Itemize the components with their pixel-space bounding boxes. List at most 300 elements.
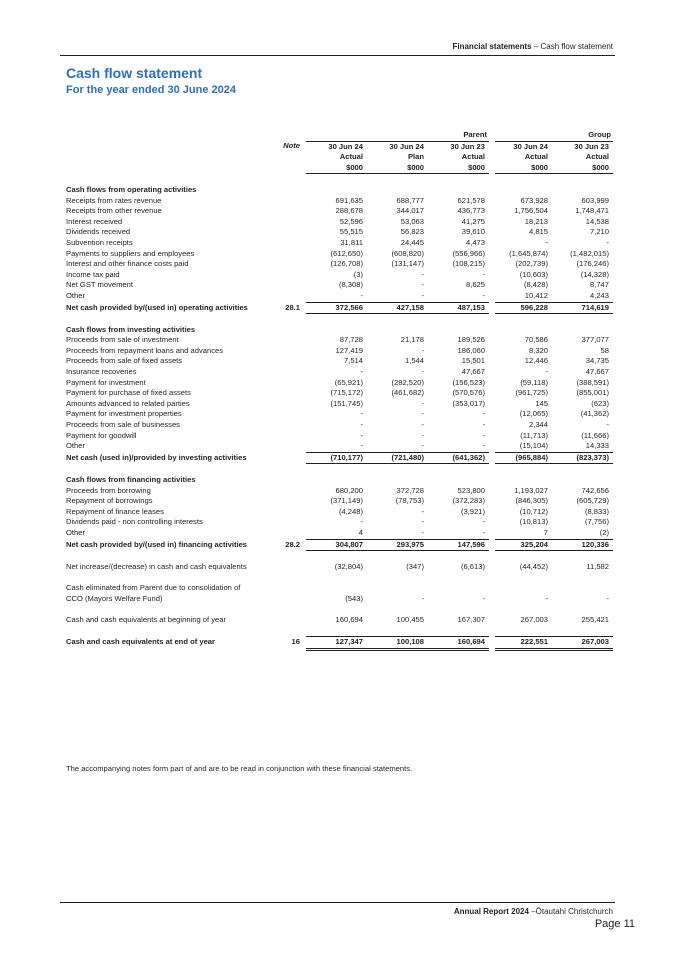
table-row <box>66 431 613 442</box>
value-cell: - <box>421 517 424 527</box>
value-cell: - <box>306 291 367 302</box>
value-cell: (126,708) <box>330 259 363 269</box>
table-row <box>66 388 613 399</box>
page-number: Page 11 <box>594 918 635 930</box>
table-row <box>66 206 613 217</box>
row-label: Payment for investment properties <box>66 409 182 419</box>
note-cell <box>282 259 306 270</box>
note-cell <box>282 431 306 442</box>
note-cell <box>282 367 306 378</box>
blank-cell <box>66 152 282 163</box>
row-label: Insurance recoveries <box>66 367 137 377</box>
value-cell: 160,694 <box>428 636 489 649</box>
value-cell: 47,667 <box>585 367 609 377</box>
value-cell: Actual <box>339 152 363 162</box>
table-row <box>66 196 613 207</box>
value-cell: (15,104) <box>495 441 552 452</box>
value-cell: (11,713) <box>520 430 548 440</box>
value-cell: 41,275 <box>461 216 485 226</box>
value-cell: (1,482,015) <box>570 248 609 258</box>
value-cell: 372,566 <box>306 302 367 314</box>
parent-entity-label: Parent <box>306 130 489 141</box>
value-cell: 523,800 <box>457 485 485 495</box>
table-row <box>66 399 613 410</box>
value-cell: (3,921) <box>460 506 485 516</box>
value-cell: 621,578 <box>457 195 485 205</box>
row-label: Interest and other finance costs paid <box>66 259 189 269</box>
value-cell: - <box>360 367 363 377</box>
spacer-row <box>66 551 613 562</box>
value-cell: (2) <box>552 528 613 539</box>
value-cell: - <box>360 517 363 527</box>
spacer-row <box>66 464 613 475</box>
operating-title: Cash flows from operating activities <box>66 184 197 194</box>
row-label: Cash eliminated from Parent due to consolidation of <box>66 582 241 592</box>
row-label: Cash and cash equivalents at beginning of year <box>66 614 226 624</box>
value-cell: (65,921) <box>334 377 363 387</box>
value-cell: - <box>421 506 424 516</box>
value-cell: 145 <box>535 398 548 408</box>
note-cell: 28.1 <box>285 302 300 312</box>
value-cell: 267,003 <box>520 614 548 624</box>
value-cell: 436,773 <box>457 206 485 216</box>
table-row <box>66 528 613 539</box>
note-cell <box>282 420 306 431</box>
spacer-cell <box>66 625 613 636</box>
note-cell <box>282 594 306 605</box>
value-cell: (3) <box>353 269 363 279</box>
value-cell: - <box>367 291 428 302</box>
eliminated-row <box>66 594 613 605</box>
footer-report: Annual Report 2024 <box>453 907 532 916</box>
row-label: Receipts from rates revenue <box>66 195 162 205</box>
value-cell: (32,804) <box>334 561 363 571</box>
footer-city: –Ōtautahi Christchurch <box>531 907 613 916</box>
page-subtitle: For the year ended 30 June 2024 <box>66 84 236 96</box>
value-cell: (8,308) <box>338 280 363 290</box>
value-cell: 100,108 <box>367 636 428 649</box>
table-row <box>66 217 613 228</box>
spacer-cell <box>66 174 613 185</box>
value-cell: - <box>421 280 424 290</box>
value-cell: 24,445 <box>400 237 424 247</box>
table-row <box>66 507 613 518</box>
entity-header-row <box>66 130 613 141</box>
note-cell <box>282 249 306 260</box>
value-cell: - <box>545 593 548 603</box>
cash-flow-table <box>66 130 613 651</box>
value-cell: 14,333 <box>552 441 613 452</box>
note-cell <box>282 196 306 207</box>
spacer-cell <box>66 572 613 583</box>
value-cell: (1,645,874) <box>509 248 548 258</box>
value-cell: (371,149) <box>330 496 363 506</box>
value-cell: - <box>482 420 485 430</box>
table-row <box>66 291 613 302</box>
running-footer <box>454 907 613 916</box>
value-cell: (10,603) <box>519 269 548 279</box>
value-cell: 288,678 <box>335 206 363 216</box>
row-label: Proceeds from sale of fixed assets <box>66 356 183 366</box>
value-cell: 4,473 <box>465 237 485 247</box>
running-header <box>452 42 613 51</box>
header-rule <box>60 55 615 56</box>
row-label: Payments to suppliers and employees <box>66 248 195 258</box>
blank-cell <box>282 583 613 594</box>
value-cell: 11,582 <box>586 561 609 571</box>
note-cell <box>282 399 306 410</box>
note-cell <box>282 388 306 399</box>
value-cell: 53,063 <box>400 216 424 226</box>
value-cell: (347) <box>406 561 424 571</box>
table-row <box>66 249 613 260</box>
value-cell: 688,777 <box>396 195 424 205</box>
value-cell: 34,735 <box>585 356 609 366</box>
column-kind-row <box>66 152 613 163</box>
note-cell <box>282 615 306 626</box>
value-cell: 39,610 <box>461 227 485 237</box>
page-title: Cash flow statement <box>66 65 203 81</box>
investing-title: Cash flows from investing activities <box>66 324 196 334</box>
financing-total-row <box>66 539 613 551</box>
financing-total-label: Net cash provided by/(used in) financing activities <box>66 539 248 549</box>
value-cell: 56,823 <box>400 227 424 237</box>
value-cell: - <box>360 430 363 440</box>
investing-total-label: Net cash (used in)/provided by investing activities <box>66 452 247 462</box>
note-cell <box>282 528 306 539</box>
row-label: Receipts from other revenue <box>66 206 162 216</box>
row-label: Proceeds from sale of investment <box>66 335 179 345</box>
note-cell <box>282 227 306 238</box>
table-row <box>66 270 613 281</box>
value-cell: - <box>482 517 485 527</box>
value-cell: - <box>606 420 609 430</box>
note-cell <box>282 486 306 497</box>
note-cell <box>282 507 306 518</box>
header-section: Financial statements <box>452 42 532 51</box>
spacer-cell <box>66 551 613 562</box>
value-cell: (461,682) <box>391 388 424 398</box>
blank-cell <box>282 152 306 163</box>
value-cell: - <box>545 237 548 247</box>
value-cell: (78,753) <box>395 496 424 506</box>
value-cell: (11,666) <box>581 430 609 440</box>
investing-title-row <box>66 325 613 336</box>
header-subsection: – Cash flow statement <box>531 42 613 51</box>
spacer-cell <box>66 604 613 615</box>
note-cell <box>282 496 306 507</box>
value-cell: 7,210 <box>589 227 609 237</box>
value-cell: 8,747 <box>589 280 609 290</box>
value-cell: 4,815 <box>528 227 548 237</box>
spacer-row <box>66 572 613 583</box>
value-cell: - <box>367 528 428 539</box>
value-cell: - <box>421 398 424 408</box>
value-cell: - <box>482 430 485 440</box>
value-cell: (59,118) <box>520 377 548 387</box>
value-cell: (44,452) <box>519 561 548 571</box>
operating-title-row <box>66 185 613 196</box>
value-cell: (8,833) <box>584 506 609 516</box>
value-cell: 714,619 <box>552 302 613 314</box>
note-cell <box>282 356 306 367</box>
value-cell: (823,373) <box>552 452 613 464</box>
spacer-row <box>66 174 613 185</box>
row-label: Repayment of finance leases <box>66 506 164 516</box>
value-cell: 21,178 <box>400 335 424 345</box>
blank-cell <box>282 130 306 141</box>
value-cell: (570,576) <box>452 388 485 398</box>
value-cell: Plan <box>407 152 424 162</box>
value-cell: (41,362) <box>580 409 609 419</box>
blank-cell <box>282 163 306 174</box>
column-date-row <box>66 141 613 152</box>
note-cell <box>282 409 306 420</box>
value-cell: - <box>482 409 485 419</box>
value-cell: 304,807 <box>306 539 367 551</box>
value-cell: 127,419 <box>335 345 363 355</box>
value-cell: (282,520) <box>391 377 424 387</box>
blank-cell <box>66 141 282 152</box>
table-row <box>66 227 613 238</box>
value-cell: $000 <box>495 163 552 174</box>
value-cell: - <box>421 345 424 355</box>
value-cell: - <box>545 367 548 377</box>
investing-total-row <box>66 452 613 464</box>
row-label: Proceeds from sale of businesses <box>66 420 180 430</box>
value-cell: (388,591) <box>576 377 609 387</box>
value-cell: 4 <box>306 528 367 539</box>
value-cell: - <box>606 237 609 247</box>
value-cell: 7,514 <box>343 356 363 366</box>
value-cell: 160,694 <box>335 614 363 624</box>
blank-cell <box>66 163 282 174</box>
value-cell: (6,613) <box>460 561 485 571</box>
value-cell: (156,523) <box>452 377 485 387</box>
table-row <box>66 486 613 497</box>
value-cell: - <box>360 420 363 430</box>
row-label: Other <box>66 441 85 451</box>
note-cell: 28.2 <box>285 539 300 549</box>
value-cell: - <box>482 269 485 279</box>
value-cell: 255,421 <box>581 614 609 624</box>
value-cell: - <box>428 528 489 539</box>
value-cell: - <box>428 441 489 452</box>
value-cell: (715,172) <box>330 388 363 398</box>
value-cell: (108,215) <box>452 259 485 269</box>
value-cell: 147,596 <box>428 539 489 551</box>
notes-statement: The accompanying notes form part of and are to be read in conjunction with these financial statements. <box>66 764 413 773</box>
value-cell: (151,745) <box>330 398 363 408</box>
spacer-row <box>66 314 613 325</box>
note-cell <box>282 335 306 346</box>
value-cell: 7 <box>495 528 552 539</box>
row-label: Income tax paid <box>66 269 120 279</box>
net-change-row <box>66 562 613 573</box>
value-cell: 30 Jun 23 <box>574 141 609 151</box>
value-cell: 30 Jun 24 <box>328 141 363 151</box>
value-cell: 4,243 <box>552 291 613 302</box>
value-cell: (10,813) <box>519 517 548 527</box>
row-label: Other <box>66 291 85 301</box>
value-cell: (4,248) <box>338 506 363 516</box>
row-label: Cash and cash equivalents at end of year <box>66 637 215 647</box>
value-cell: 1,748,471 <box>575 206 609 216</box>
row-label: CCO (Mayors Welfare Fund) <box>66 593 163 603</box>
value-cell: (846,305) <box>515 496 548 506</box>
value-cell: 186,060 <box>457 345 485 355</box>
value-cell: Actual <box>524 152 548 162</box>
value-cell: 58 <box>600 345 609 355</box>
group-entity-label: Group <box>495 130 613 141</box>
value-cell: 596,228 <box>495 302 552 314</box>
row-label: Net increase/(decrease) in cash and cash equivalents <box>66 561 247 571</box>
value-cell: 12,446 <box>524 356 548 366</box>
value-cell: (605,729) <box>576 496 609 506</box>
row-label: Subvention receipts <box>66 237 133 247</box>
value-cell: (961,725) <box>515 388 548 398</box>
note-cell <box>282 441 306 452</box>
opening-balance-row <box>66 615 613 626</box>
value-cell: 377,077 <box>581 335 609 345</box>
row-label: Net GST movement <box>66 280 133 290</box>
value-cell: 30 Jun 24 <box>513 141 548 151</box>
value-cell: - <box>421 367 424 377</box>
value-cell: $000 <box>306 163 367 174</box>
value-cell: Actual <box>585 152 609 162</box>
note-cell <box>282 217 306 228</box>
closing-balance-row <box>66 636 613 649</box>
note-cell <box>282 562 306 573</box>
value-cell: (965,884) <box>495 452 552 464</box>
value-cell: $000 <box>552 163 613 174</box>
note-cell: 16 <box>291 637 300 647</box>
table-row <box>66 259 613 270</box>
value-cell: 167,307 <box>457 614 485 624</box>
value-cell: 100,455 <box>396 614 424 624</box>
note-cell <box>282 291 306 302</box>
row-label: Payment for purchase of fixed assets <box>66 388 191 398</box>
blank-cell <box>66 130 282 141</box>
value-cell: 30 Jun 24 <box>389 141 424 151</box>
operating-total-row <box>66 302 613 314</box>
financing-title: Cash flows from financing activities <box>66 475 196 484</box>
value-cell: (7,756) <box>584 517 609 527</box>
value-cell: 10,412 <box>495 291 552 302</box>
value-cell: 222,551 <box>495 636 552 649</box>
value-cell: $000 <box>428 163 489 174</box>
value-cell: - <box>606 593 609 603</box>
value-cell: (612,650) <box>330 248 363 258</box>
value-cell: 427,158 <box>367 302 428 314</box>
value-cell: (10,712) <box>519 506 548 516</box>
value-cell: 1,193,027 <box>514 485 548 495</box>
value-cell: (855,001) <box>576 388 609 398</box>
eliminated-row-line1 <box>66 583 613 594</box>
value-cell: (131,147) <box>391 259 424 269</box>
row-label: Proceeds from repayment loans and advances <box>66 345 224 355</box>
value-cell: (12,065) <box>519 409 548 419</box>
value-cell: - <box>482 593 485 603</box>
value-cell: (372,283) <box>452 496 485 506</box>
value-cell: 2,344 <box>528 420 548 430</box>
note-column-header: Note <box>283 141 300 151</box>
row-label: Dividends received <box>66 227 131 237</box>
value-cell: (14,328) <box>580 269 609 279</box>
row-label: Repayment of borrowings <box>66 496 153 506</box>
column-unit-row <box>66 163 613 174</box>
value-cell: - <box>421 420 424 430</box>
row-label: Other <box>66 528 85 538</box>
table-row <box>66 420 613 431</box>
row-label: Payment for goodwill <box>66 430 137 440</box>
value-cell: (202,739) <box>515 259 548 269</box>
value-cell: 1,756,504 <box>514 206 548 216</box>
value-cell: (623) <box>591 398 609 408</box>
value-cell: - <box>367 441 428 452</box>
value-cell: (8,428) <box>523 280 548 290</box>
value-cell: 267,003 <box>552 636 613 649</box>
value-cell: 325,204 <box>495 539 552 551</box>
note-cell <box>282 206 306 217</box>
value-cell: 55,515 <box>339 227 363 237</box>
table-row <box>66 441 613 452</box>
value-cell: 87,728 <box>339 335 363 345</box>
table-row <box>66 409 613 420</box>
value-cell: 742,656 <box>581 485 609 495</box>
table-row <box>66 335 613 346</box>
value-cell: 14,538 <box>585 216 609 226</box>
note-cell <box>282 270 306 281</box>
value-cell: 52,596 <box>339 216 363 226</box>
value-cell: - <box>428 291 489 302</box>
note-cell <box>282 346 306 357</box>
note-cell <box>282 378 306 389</box>
value-cell: (710,177) <box>306 452 367 464</box>
table-row <box>66 517 613 528</box>
spacer-row <box>66 604 613 615</box>
spacer-cell <box>66 314 613 325</box>
note-cell <box>282 280 306 291</box>
table-row <box>66 378 613 389</box>
value-cell: 30 Jun 23 <box>450 141 485 151</box>
value-cell: 8,625 <box>465 280 485 290</box>
value-cell: (608,820) <box>391 248 424 258</box>
value-cell: 70,586 <box>524 335 548 345</box>
table-row <box>66 346 613 357</box>
value-cell: (641,362) <box>428 452 489 464</box>
table-row <box>66 280 613 291</box>
row-label: Proceeds from borrowing <box>66 485 151 495</box>
value-cell: (721,480) <box>367 452 428 464</box>
value-cell: - <box>421 409 424 419</box>
note-cell <box>282 517 306 528</box>
value-cell: 1,544 <box>404 356 424 366</box>
value-cell: 18,213 <box>524 216 548 226</box>
note-cell <box>282 238 306 249</box>
value-cell: - <box>306 441 367 452</box>
row-label: Interest received <box>66 216 123 226</box>
value-cell: 31,811 <box>340 237 363 247</box>
value-cell: (176,246) <box>576 259 609 269</box>
value-cell: (556,966) <box>452 248 485 258</box>
operating-total-label: Net cash provided by/(used in) operating activities <box>66 302 248 312</box>
table-row <box>66 496 613 507</box>
table-row <box>66 356 613 367</box>
value-cell: - <box>421 430 424 440</box>
value-cell: 344,017 <box>396 206 424 216</box>
value-cell: 487,153 <box>428 302 489 314</box>
